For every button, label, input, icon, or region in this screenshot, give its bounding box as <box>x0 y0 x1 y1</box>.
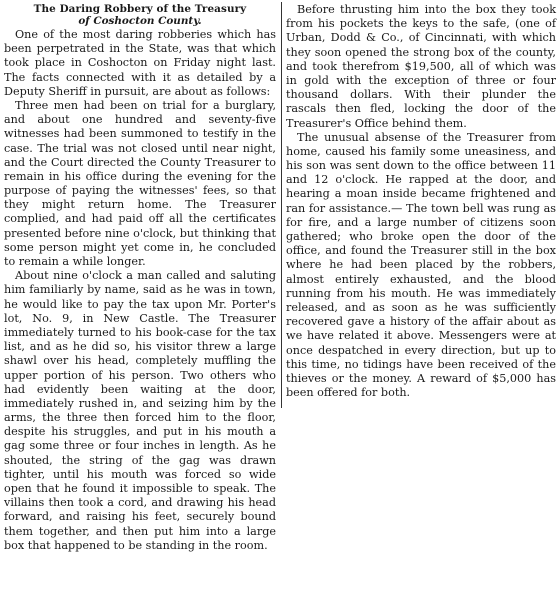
left-column <box>4 3 276 553</box>
right-column <box>286 3 556 400</box>
article-subheadline: of Coshocton County. <box>78 15 202 27</box>
paragraph-intro: One of the most daring robberies which has been perpetrated in the State, was that which took place in Coshocton on Friday night last. The facts connected with it as detailed by a Deputy Sheriff in pursuit, are about as follows: <box>4 28 276 98</box>
article-headline: The Daring Robbery of the Treasury <box>33 3 247 15</box>
paragraph-discovery: The unusual absense of the Treasurer from home, caused his family some uneasiness, and his son was sent down to the office between 11 and 12 o'clock. He rapped at the door, and hearing a moan inside became frightened and ran for assistance.— The town bell was rung as for fire, and a large number of citizens soon gathered; who broke open the door of the office, and found the Treasurer still in the box where he had been placed by the robbers, almost entirely exhausted, and the blood running from his mouth. He was immediately released, and as soon as he was sufficiently recovered gave a history of the affair about as we have related it above. Messengers were at once despatched in every direction, but up to this time, no tidings have been received of the thieves or the money. A reward of $5,000 has been offered for both. <box>286 130 556 400</box>
paragraph-safe: Before thrusting him into the box they took from his pockets the keys to the safe, (one of Urban, Dodd & Co., of Cincinnati, with which they soon opened the strong box of the county, and took therefrom $19,500, all of which was in gold with the exception of three or four thousand dollars. With their plunder the rascals then fled, locking the door of the Treasurer's Office behind them. <box>286 3 556 130</box>
paragraph-trial: Three men had been on trial for a burglary, and about one hundred and seventy-five witnesses had been summoned to testify in the case. The trial was not closed until near night, and the Court directed the County Treasurer to remain in his office during the evening for the purpose of paying the witnesses' fees, so that they might return home. The Treasurer complied, and had paid off all the certificates presented before nine o'clock, but thinking that some person might yet come in, he concluded to remain a while longer. <box>4 98 276 268</box>
column-divider <box>281 2 282 408</box>
paragraph-attack: About nine o'clock a man called and saluting him familiarly by name, said as he was in town, he would like to pay the tax upon Mr. Porter's lot, No. 9, in New Castle. The Treasurer immediately turned to his book-case for the tax list, and as he did so, his visitor threw a large shawl over his head, completely muffling the upper portion of his person. Two others who had evidently been waiting at the door, immediately rushed in, and seizing him by the arms, the three then forced him to the floor, despite his struggles, and put in his mouth a gag some three or four inches in length. As he shouted, the string of the gag was drawn tighter, until his mouth was forced so wide open that he found it impossible to speak. The villains then took a cord, and drawing his head forward, and raising his feet, securely bound them together, and then put him into a large box that happened to be standing in the room. <box>4 269 276 552</box>
